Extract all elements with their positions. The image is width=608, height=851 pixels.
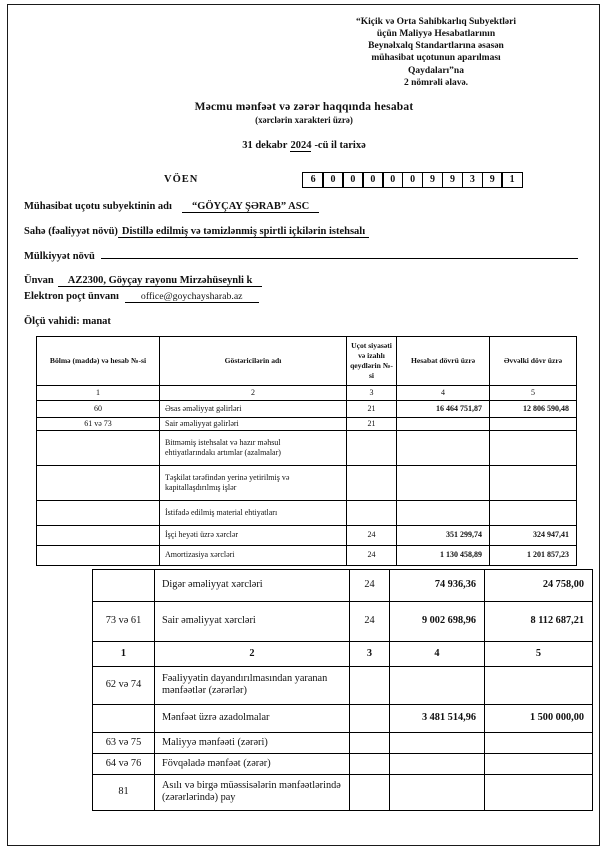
appendix-line: mühasibat uçotunun aparılması — [371, 53, 501, 64]
voen-digit-cell: 0 — [322, 172, 344, 188]
cell-note-no — [347, 430, 397, 465]
cell-note-no: 21 — [347, 400, 397, 417]
column-number-row — [93, 641, 593, 666]
field-subject-name — [24, 201, 584, 213]
sector-label: Sahə (fəaliyyət növü) — [24, 225, 118, 237]
field-address — [24, 275, 584, 287]
cell-note-no — [347, 465, 397, 500]
cell-indicator: Bitməmiş istehsalat və hazır məhsul ehtiyatlarındakı artımlar (azalmalar) — [160, 430, 347, 465]
cell-indicator: Sair əməliyyat gəlirləri — [160, 417, 347, 430]
table-row — [93, 774, 593, 810]
cell-note-no — [350, 704, 390, 732]
report-table-page2 — [92, 569, 593, 811]
table-row — [37, 430, 577, 465]
col-number: 1 — [93, 641, 155, 666]
cell-indicator: Sair əməliyyat xərcləri — [155, 601, 350, 641]
col-number: 2 — [155, 641, 350, 666]
cell-note-no: 24 — [347, 545, 397, 565]
cell-section-no: 64 və 76 — [93, 753, 155, 774]
cell-section-no — [93, 569, 155, 601]
cell-note-no — [350, 774, 390, 810]
cell-indicator: Əsas əməliyyat gəlirləri — [160, 400, 347, 417]
cell-note-no: 24 — [347, 525, 397, 545]
ownership-blank-line — [101, 258, 578, 259]
cell-section-no: 60 — [37, 400, 160, 417]
cell-note-no: 21 — [347, 417, 397, 430]
cell-prior-period: 1 201 857,23 — [490, 545, 577, 565]
table-row — [37, 417, 577, 430]
col-header-current-period: Hesabat dövrü üzrə — [397, 336, 490, 385]
cell-prior-period: 24 758,00 — [485, 569, 593, 601]
cell-current-period — [397, 430, 490, 465]
cell-section-no — [93, 704, 155, 732]
voen-digit-cell: 9 — [442, 172, 464, 188]
cell-section-no: 61 və 73 — [37, 417, 160, 430]
table-row — [93, 753, 593, 774]
cell-current-period: 351 299,74 — [397, 525, 490, 545]
cell-prior-period: 324 947,41 — [490, 525, 577, 545]
cell-current-period — [390, 753, 485, 774]
cell-indicator: İşçi heyəti üzrə xərclər — [160, 525, 347, 545]
field-email — [24, 291, 584, 303]
table-row — [37, 400, 577, 417]
col-number: 4 — [397, 385, 490, 400]
voen-digit-cell: 9 — [482, 172, 504, 188]
cell-section-no — [37, 545, 160, 565]
cell-section-no — [37, 430, 160, 465]
report-subtitle: (xərclərin xarakteri üzrə) — [255, 114, 353, 125]
report-date-line — [24, 140, 584, 151]
col-number: 1 — [37, 385, 160, 400]
cell-current-period: 3 481 514,96 — [390, 704, 485, 732]
col-header-indicator: Göstəricilərin adı — [160, 336, 347, 385]
address-label: Ünvan — [24, 274, 54, 286]
voen-digit-boxes — [302, 172, 523, 188]
table-row — [93, 732, 593, 753]
cell-note-no — [350, 732, 390, 753]
voen-digit-cell: 3 — [462, 172, 484, 188]
subject-name-value: “GÖYÇAY ŞƏRAB” ASC — [182, 201, 319, 213]
cell-current-period — [397, 417, 490, 430]
voen-digit-cell: 0 — [362, 172, 384, 188]
cell-current-period — [390, 666, 485, 704]
email-label: Elektron poçt ünvanı — [24, 290, 119, 302]
col-number: 3 — [350, 641, 390, 666]
appendix-line: Beynəlxalq Standartlarına əsasən — [368, 41, 504, 52]
table-header-row — [37, 336, 577, 385]
cell-indicator: İstifadə edilmiş material ehtiyatları — [160, 500, 347, 525]
table-row — [37, 545, 577, 565]
table-row — [37, 525, 577, 545]
cell-section-no — [37, 500, 160, 525]
appendix-line: “Kiçik və Orta Sahibkarlıq Subyektləri — [356, 17, 516, 27]
col-number: 4 — [390, 641, 485, 666]
cell-prior-period — [485, 666, 593, 704]
report-table-page1 — [36, 336, 577, 566]
cell-current-period: 1 130 458,89 — [397, 545, 490, 565]
cell-indicator: Mənfəət üzrə azadolmalar — [155, 704, 350, 732]
cell-note-no: 24 — [350, 569, 390, 601]
cell-indicator: Təşkilat tərəfindən yerinə yetirilmiş və kapitallaşdırılmış işlər — [160, 465, 347, 500]
ownership-label: Mülkiyyət növü — [24, 250, 95, 262]
table-row — [93, 704, 593, 732]
appendix-line: üçün Maliyyə Hesabatlarının — [376, 29, 496, 40]
cell-section-no: 81 — [93, 774, 155, 810]
cell-current-period: 9 002 698,96 — [390, 601, 485, 641]
voen-digit-cell: 9 — [422, 172, 444, 188]
cell-prior-period — [490, 500, 577, 525]
field-sector — [24, 226, 584, 238]
voen-digit-cell: 6 — [302, 172, 324, 188]
table-row — [37, 465, 577, 500]
cell-current-period — [390, 774, 485, 810]
col-header-note-no: Uçot siyasəti və izahlı qeydlərin №-si — [347, 336, 397, 385]
appendix-line: 2 nömrəli əlavə. — [403, 77, 469, 88]
appendix-note — [302, 16, 570, 89]
col-number: 5 — [490, 385, 577, 400]
cell-current-period — [397, 500, 490, 525]
col-number: 2 — [160, 385, 347, 400]
cell-prior-period — [485, 774, 593, 810]
col-header-section-no: Bölmə (maddə) və hesab №-si — [37, 336, 160, 385]
cell-note-no — [347, 500, 397, 525]
cell-prior-period: 8 112 687,21 — [485, 601, 593, 641]
voen-digit-cell: 0 — [342, 172, 364, 188]
appendix-line: Qaydaları”na — [408, 65, 464, 76]
cell-prior-period: 1 500 000,00 — [485, 704, 593, 732]
date-suffix: -cü il tarixə — [314, 139, 366, 151]
voen-digit-cell: 1 — [501, 172, 523, 188]
email-value: office@goychaysharab.az — [125, 291, 259, 303]
cell-section-no: 62 və 74 — [93, 666, 155, 704]
table-row — [93, 601, 593, 641]
voen-row — [24, 172, 584, 188]
field-ownership — [24, 251, 584, 262]
col-number: 3 — [347, 385, 397, 400]
date-year: 2024 — [290, 139, 312, 151]
cell-prior-period — [490, 430, 577, 465]
cell-prior-period: 12 806 590,48 — [490, 400, 577, 417]
cell-current-period: 74 936,36 — [390, 569, 485, 601]
report-title: Məcmu mənfəət və zərər haqqında hesabat — [194, 100, 414, 113]
cell-current-period — [397, 465, 490, 500]
cell-note-no: 24 — [350, 601, 390, 641]
column-number-row — [37, 385, 577, 400]
table-row — [37, 500, 577, 525]
cell-prior-period — [490, 465, 577, 500]
table-row — [93, 666, 593, 704]
cell-section-no: 63 və 75 — [93, 732, 155, 753]
unit-of-measure-line: Ölçü vahidi: manat — [24, 315, 111, 327]
cell-note-no — [350, 753, 390, 774]
voen-digit-cell: 0 — [402, 172, 424, 188]
col-header-prior-period: Əvvəlki dövr üzrə — [490, 336, 577, 385]
voen-digit-cell: 0 — [382, 172, 404, 188]
date-prefix: 31 dekabr — [242, 139, 288, 151]
table-row — [93, 569, 593, 601]
sector-value: Distillə edilmiş və təmizlənmiş spirtli içkilərin istehsalı — [118, 226, 369, 238]
cell-prior-period — [485, 753, 593, 774]
cell-indicator: Asılı və birgə müəssisələrin mənfəətlərində (zərərlərində) pay — [155, 774, 350, 810]
cell-prior-period — [485, 732, 593, 753]
cell-section-no — [37, 465, 160, 500]
cell-indicator: Digər əməliyyat xərcləri — [155, 569, 350, 601]
address-value: AZ2300, Göyçay rayonu Mirzəhüseynli k — [58, 275, 263, 287]
subject-name-label: Mühasibat uçotu subyektinin adı — [24, 200, 172, 212]
col-number: 5 — [485, 641, 593, 666]
cell-prior-period — [490, 417, 577, 430]
cell-section-no — [37, 525, 160, 545]
cell-indicator: Fövqəladə mənfəət (zərər) — [155, 753, 350, 774]
cell-note-no — [350, 666, 390, 704]
cell-indicator: Amortizasiya xərcləri — [160, 545, 347, 565]
cell-section-no: 73 və 61 — [93, 601, 155, 641]
cell-current-period: 16 464 751,87 — [397, 400, 490, 417]
cell-indicator: Fəaliyyətin dayandırılmasından yaranan mənfəətlər (zərərlər) — [155, 666, 350, 704]
cell-current-period — [390, 732, 485, 753]
voen-label: VÖEN — [164, 174, 199, 186]
cell-indicator: Maliyyə mənfəəti (zərəri) — [155, 732, 350, 753]
